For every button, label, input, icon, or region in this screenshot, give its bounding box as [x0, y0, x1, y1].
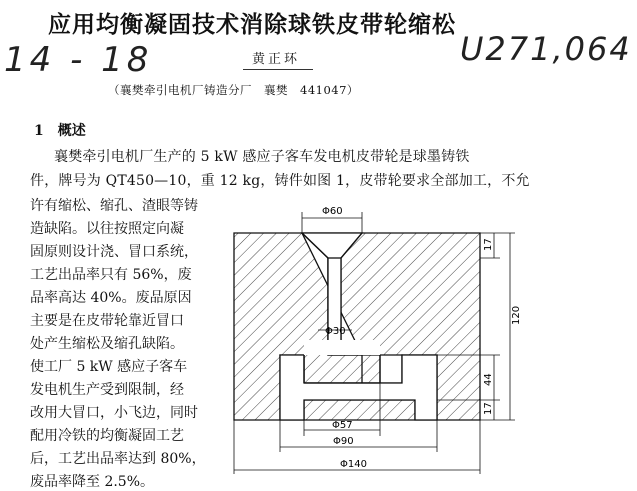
paragraph-line: 件，牌号为 QT450—10，重 12 kg，铸件如图 1，皮带轮要求全部加工，不允: [30, 173, 530, 189]
paragraph-line: 造缺陷。以往按照定向凝: [30, 221, 184, 237]
author-underline: [243, 69, 313, 70]
hub-top: [304, 340, 380, 355]
paragraph-line: 工艺出品率只有 56%，废: [30, 267, 192, 283]
paragraph-line: 后，工艺出品率达到 80%，: [30, 451, 206, 467]
paragraph-line: 襄樊牵引电机厂生产的 5 kW 感应子客车发电机皮带轮是球墨铸铁: [54, 149, 470, 165]
paragraph-line: 改用大冒口，小飞边，同时: [30, 405, 198, 421]
paragraph-line: 废品率降至 2.5%。: [30, 474, 155, 490]
dim-label-height-top: 17: [483, 238, 494, 251]
dim-label-height-bottom: 17: [483, 402, 494, 415]
dim-label-outer: Φ140: [340, 459, 367, 470]
dim-label-neck: Φ30: [325, 326, 346, 337]
paragraph-line: 品率高达 40%。废品原因: [30, 290, 192, 306]
handwritten-class-number: U271,064: [460, 30, 632, 68]
dim-label-inner: Φ57: [332, 420, 353, 431]
paragraph-line: 固原则设计浇、冒口系统，: [30, 244, 198, 260]
handwritten-page-range: 14 - 18: [4, 40, 153, 80]
dim-label-top: Φ60: [322, 206, 343, 217]
section-heading: 1 概述: [34, 123, 86, 139]
paragraph-line: 配用冷铁的均衡凝固工艺: [30, 428, 184, 444]
pulley-casting-figure: [222, 198, 627, 480]
paragraph-line: 主要是在皮带轮靠近冒口: [30, 313, 184, 329]
paragraph-line: 发电机生产受到限制，经: [30, 382, 184, 398]
dim-label-height-lower: 44: [483, 373, 494, 386]
paper-title: 应用均衡凝固技术消除球铁皮带轮缩松: [48, 12, 456, 38]
paragraph-line: 许有缩松、缩孔、渣眼等铸: [30, 198, 198, 214]
paragraph-line: 使工厂 5 kW 感应子客车: [30, 359, 188, 375]
author-name: 黄正环: [252, 52, 301, 67]
dim-label-height-total: 120: [511, 305, 522, 325]
author-affiliation: （襄樊牵引电机厂铸造分厂 襄樊 441047）: [108, 83, 359, 97]
paragraph-line: 处产生缩松及缩孔缺陷。: [30, 336, 184, 352]
dim-label-middle: Φ90: [333, 436, 354, 447]
